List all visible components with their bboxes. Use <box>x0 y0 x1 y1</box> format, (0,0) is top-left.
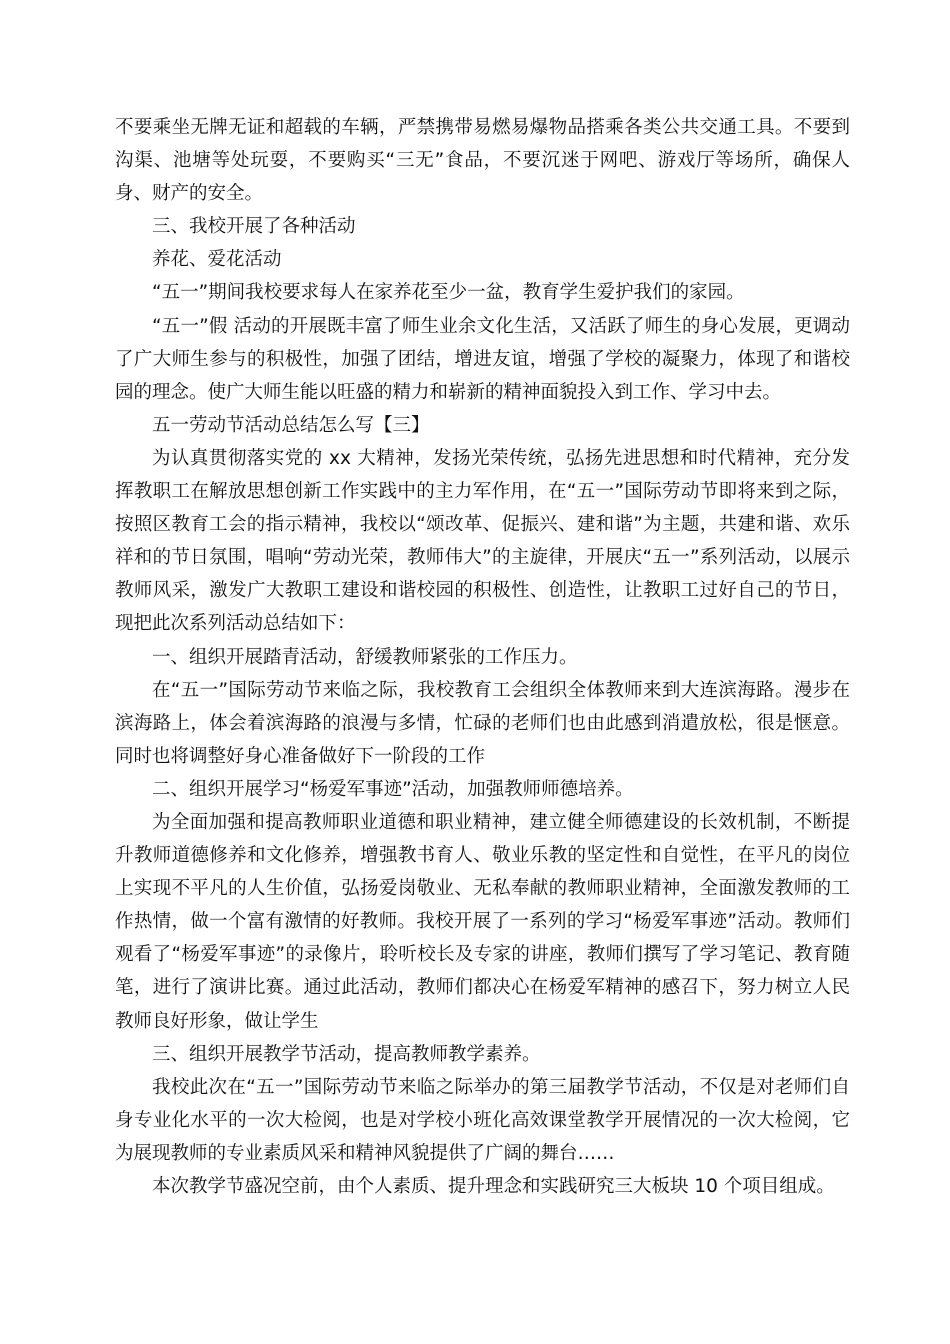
section-heading: 三、组织开展教学节活动，提高教师教学素养。 <box>152 1043 541 1065</box>
paragraph: “五一”期间我校要求每人在家养花至少一盆，教育学生爱护我们的家园。 <box>152 282 745 304</box>
section-heading: 三、我校开展了各种活动 <box>152 216 356 238</box>
paragraph: 为全面加强和提高教师职业道德和职业精神，建立健全师德建设的长效机制，不断提升教师道德修养和文化修养，增强教书育人、敬业乐教的坚定性和自觉性，在平凡的岗位上实现不平凡的人生价值，弘扬爱岗敬业、无私奉献的教师职业精神，全面激发教师的工作热情，做一个富有激情的好教师。我校开展了一系列的学习“杨爱军事迹”活动。教师们观看了“杨爱军事迹”的录像片，聆听校长及专家的讲座，教师们撰写了学习笔记、教育随笔，进行了演讲比赛。通过此活动，教师们都决心在杨爱军精神的感召下，努力树立人民教师良好形象，做让学生 <box>115 811 850 1032</box>
paragraph: 在“五一”国际劳动节来临之际，我校教育工会组织全体教师来到大连滨海路。漫步在滨海路上，体会着滨海路的浪漫与多情，忙碌的老师们也由此感到消遣放松，很是惬意。同时也将调整好身心准备做好下一阶段的工作 <box>115 679 850 767</box>
paragraph: 为认真贯彻落实党的 xx 大精神，发扬光荣传统，弘扬先进思想和时代精神，充分发挥教职工在解放思想创新工作实践中的主力军作用，在“五一”国际劳动节即将来到之际，按照区教育工会的指示精神，我校以“颂改革、促振兴、建和谐”为主题，共建和谐、欢乐祥和的节日氛围，唱响“劳动光荣，教师伟大”的主旋律，开展庆“五一”系列活动，以展示教师风采，激发广大教职工建设和谐校园的积极性、创造性，让教职工过好自己的节日，现把此次系列活动总结如下： <box>115 447 850 635</box>
paragraph: 本次教学节盛况空前，由个人素质、提升理念和实践研究三大板块 10 个项目组成。 <box>152 1176 835 1197</box>
section-heading: 二、组织开展学习“杨爱军事迹”活动，加强教师师德培养。 <box>152 778 634 800</box>
paragraph: “五一”假 活动的开展既丰富了师生业余文化生活，又活跃了师生的身心发展，更调动了广大师生参与的积极性，加强了团结，增进友谊，增强了学校的凝聚力，体现了和谐校园的理念。使广大师生能以旺盛的精力和崭新的精神面貌投入到工作、学习中去。 <box>115 315 850 403</box>
paragraph: 我校此次在“五一”国际劳动节来临之际举办的第三届教学节活动，不仅是对老师们自身专业化水平的一次大检阅，也是对学校小班化高效课堂教学开展情况的一次大检阅，它为展现教师的专业素质风采和精神风貌提供了广阔的舞台…… <box>115 1076 850 1164</box>
section-heading: 一、组织开展踏青活动，舒缓教师紧张的工作压力。 <box>152 646 578 668</box>
document-body <box>115 111 850 1203</box>
subheading: 养花、爱花活动 <box>152 249 282 271</box>
paragraph: 不要乘坐无牌无证和超载的车辆，严禁携带易燃易爆物品搭乘各类公共交通工具。不要到沟渠、池塘等处玩耍，不要购买“三无”食品，不要沉迷于网吧、游戏厅等场所，确保人身、财产的安全。 <box>115 117 850 205</box>
article-title: 五一劳动节活动总结怎么写【三】 <box>152 414 430 436</box>
